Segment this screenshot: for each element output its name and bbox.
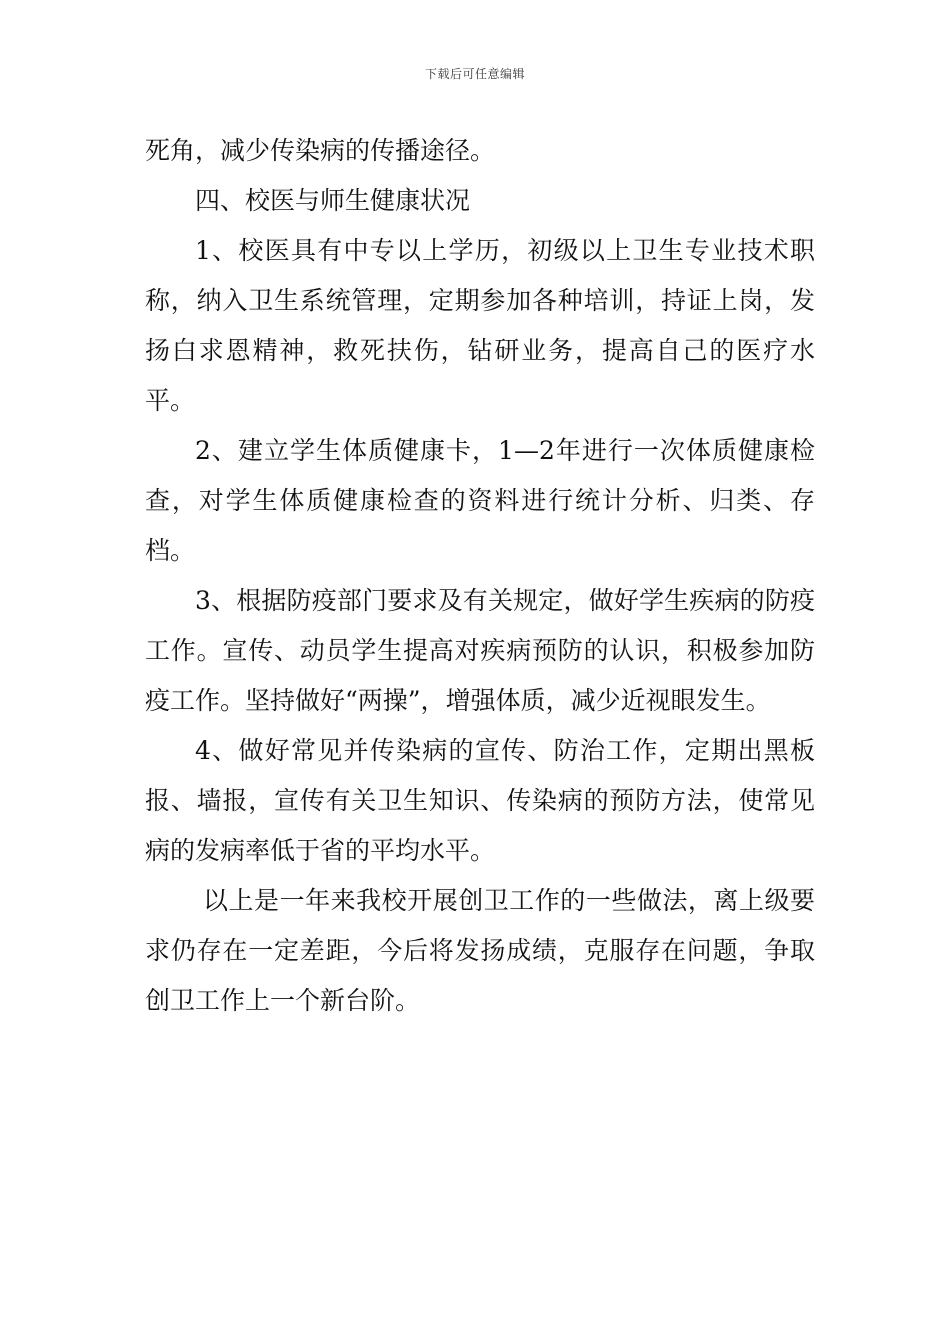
paragraph-item-1: 1、校医具有中专以上学历，初级以上卫生专业技术职称，纳入卫生系统管理，定期参加各种培训，持证上岗，发扬白求恩精神，救死扶伤，钻研业务，提高自己的医疗水平。 (145, 236, 815, 415)
paragraph-continuation: 死角，减少传染病的传播途径。 (145, 136, 496, 165)
section-heading: 四、校医与师生健康状况 (195, 186, 471, 215)
paragraph-item-2: 2、建立学生体质健康卡，1—2年进行一次体质健康检查，对学生体质健康检查的资料进行统计分析、归类、存档。 (145, 436, 815, 565)
paragraph-conclusion: 以上是一年来我校开展创卫工作的一些做法，离上级要求仍存在一定差距，今后将发扬成绩，克服存在问题，争取创卫工作上一个新台阶。 (145, 886, 815, 1015)
document-body (145, 126, 815, 1026)
paragraph-item-3: 3、根据防疫部门要求及有关规定，做好学生疾病的防疫工作。宣传、动员学生提高对疾病预防的认识，积极参加防疫工作。坚持做好“两操”，增强体质，减少近视眼发生。 (145, 586, 815, 715)
paragraph-item-4: 4、做好常见并传染病的宣传、防治工作，定期出黑板报、墙报，宣传有关卫生知识、传染病的预防方法，使常见病的发病率低于省的平均水平。 (145, 736, 815, 865)
page-header-note: 下载后可任意编辑 (424, 67, 525, 81)
